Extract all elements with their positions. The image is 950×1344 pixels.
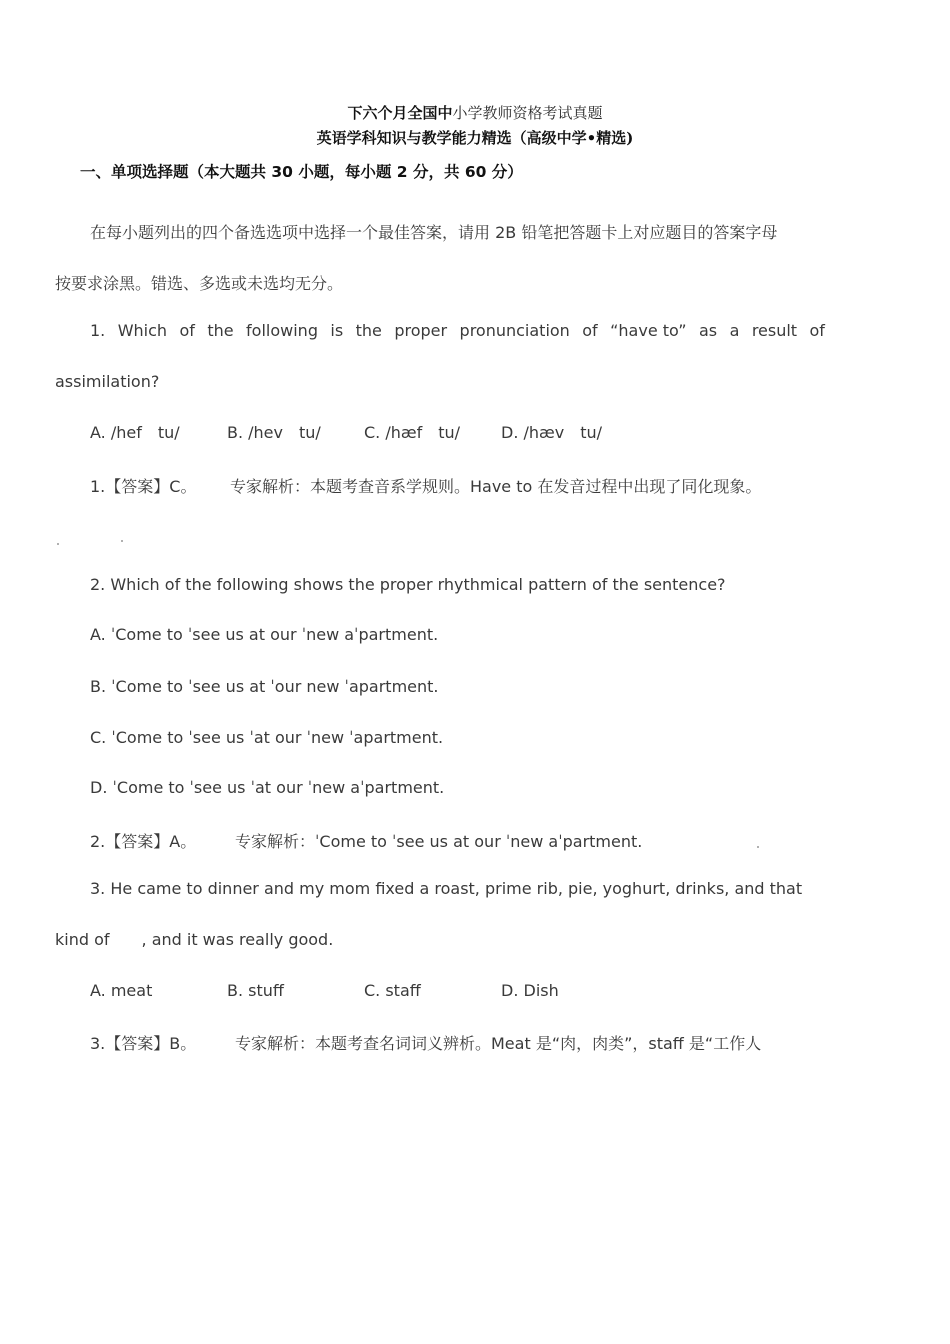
q1-stem-line-1 (90, 321, 825, 340)
scan-speck (757, 846, 759, 848)
scan-speck (121, 540, 123, 542)
q1-word: a (729, 321, 740, 340)
q1-stem-line-2: assimilation? (55, 372, 160, 391)
instructions-line-1: 在每小题列出的四个备选选项中选择一个最佳答案，请用 2B 铅笔把答题卡上对应题目的答案字母 (90, 223, 778, 242)
section-heading: 一、单项选择题（本大题共 30 小题，每小题 2 分，共 60 分） (80, 163, 523, 181)
q1-option-c: C. /hæf tu/ (364, 423, 461, 442)
q1-option-b: B. /hev tu/ (227, 423, 321, 442)
q3-answer (90, 1031, 761, 1054)
q1-word: is (330, 321, 344, 340)
document-title (0, 102, 950, 123)
q3-option-c: C. staff (364, 981, 421, 1000)
q3-option-b: B. stuff (227, 981, 284, 1000)
title-bold-part: 下六个月全国中 (347, 104, 453, 122)
q3-option-d: D. Dish (501, 981, 559, 1000)
q1-word: “have to” (610, 321, 687, 340)
q1-word: 1. (90, 321, 106, 340)
title-rest: 小学教师资格考试真题 (452, 104, 603, 122)
q1-word: the (355, 321, 382, 340)
q1-options (90, 423, 638, 442)
q3-stem-line-2: kind of , and it was really good. (55, 930, 334, 949)
q2-option-a: A. ˈCome to ˈsee us at our ˈnew aˈpartment. (90, 625, 439, 644)
q3-stem-line-1: 3. He came to dinner and my mom fixed a roast, prime rib, pie, yoghurt, drinks, and that (90, 879, 803, 898)
q2-option-c: C. ˈCome to ˈsee us ˈat our ˈnew ˈapartment. (90, 728, 444, 747)
q3-answer-text: 专家解析：本题考查名词词义辨析。Meat 是“肉，肉类”，staff 是“工作人 (235, 1034, 762, 1053)
instructions-line-2: 按要求涂黑。错选、多选或未选均无分。 (55, 274, 344, 293)
document-subtitle: 英语学科知识与教学能力精选（高级中学•精选) (316, 129, 634, 147)
q2-answer (90, 829, 642, 852)
q1-word: of (179, 321, 195, 340)
q3-answer-tag: 3.【答案】B。 (90, 1034, 197, 1053)
q1-word: result (751, 321, 798, 340)
q1-option-d: D. /hæv tu/ (501, 423, 603, 442)
q3-options (90, 981, 638, 1000)
q1-answer-text: 专家解析：本题考查音系学规则。Have to 在发音过程中出现了同化现象。 (230, 477, 762, 496)
q1-answer-tag: 1.【答案】C。 (90, 477, 197, 496)
q2-stem: 2. Which of the following shows the proper rhythmical pattern of the sentence? (90, 575, 726, 594)
q1-word: the (207, 321, 234, 340)
q1-word: of (582, 321, 598, 340)
q2-option-b: B. ˈCome to ˈsee us at ˈour new ˈapartment. (90, 677, 439, 696)
q1-word: pronunciation (459, 321, 570, 340)
q2-answer-text: 专家解析：ˈCome to ˈsee us at our ˈnew aˈpartment. (235, 832, 643, 851)
q1-word: proper (394, 321, 448, 340)
q1-word: following (246, 321, 318, 340)
q1-answer (90, 474, 761, 497)
q3-option-a: A. meat (90, 981, 153, 1000)
q2-option-d: D. ˈCome to ˈsee us ˈat our ˈnew aˈpartment. (90, 778, 445, 797)
q1-option-a: A. /hef tu/ (90, 423, 180, 442)
q1-word: as (698, 321, 718, 340)
q1-word: Which (117, 321, 168, 340)
q2-answer-tag: 2.【答案】A。 (90, 832, 197, 851)
scan-speck (57, 543, 59, 545)
q1-word: of (809, 321, 825, 340)
